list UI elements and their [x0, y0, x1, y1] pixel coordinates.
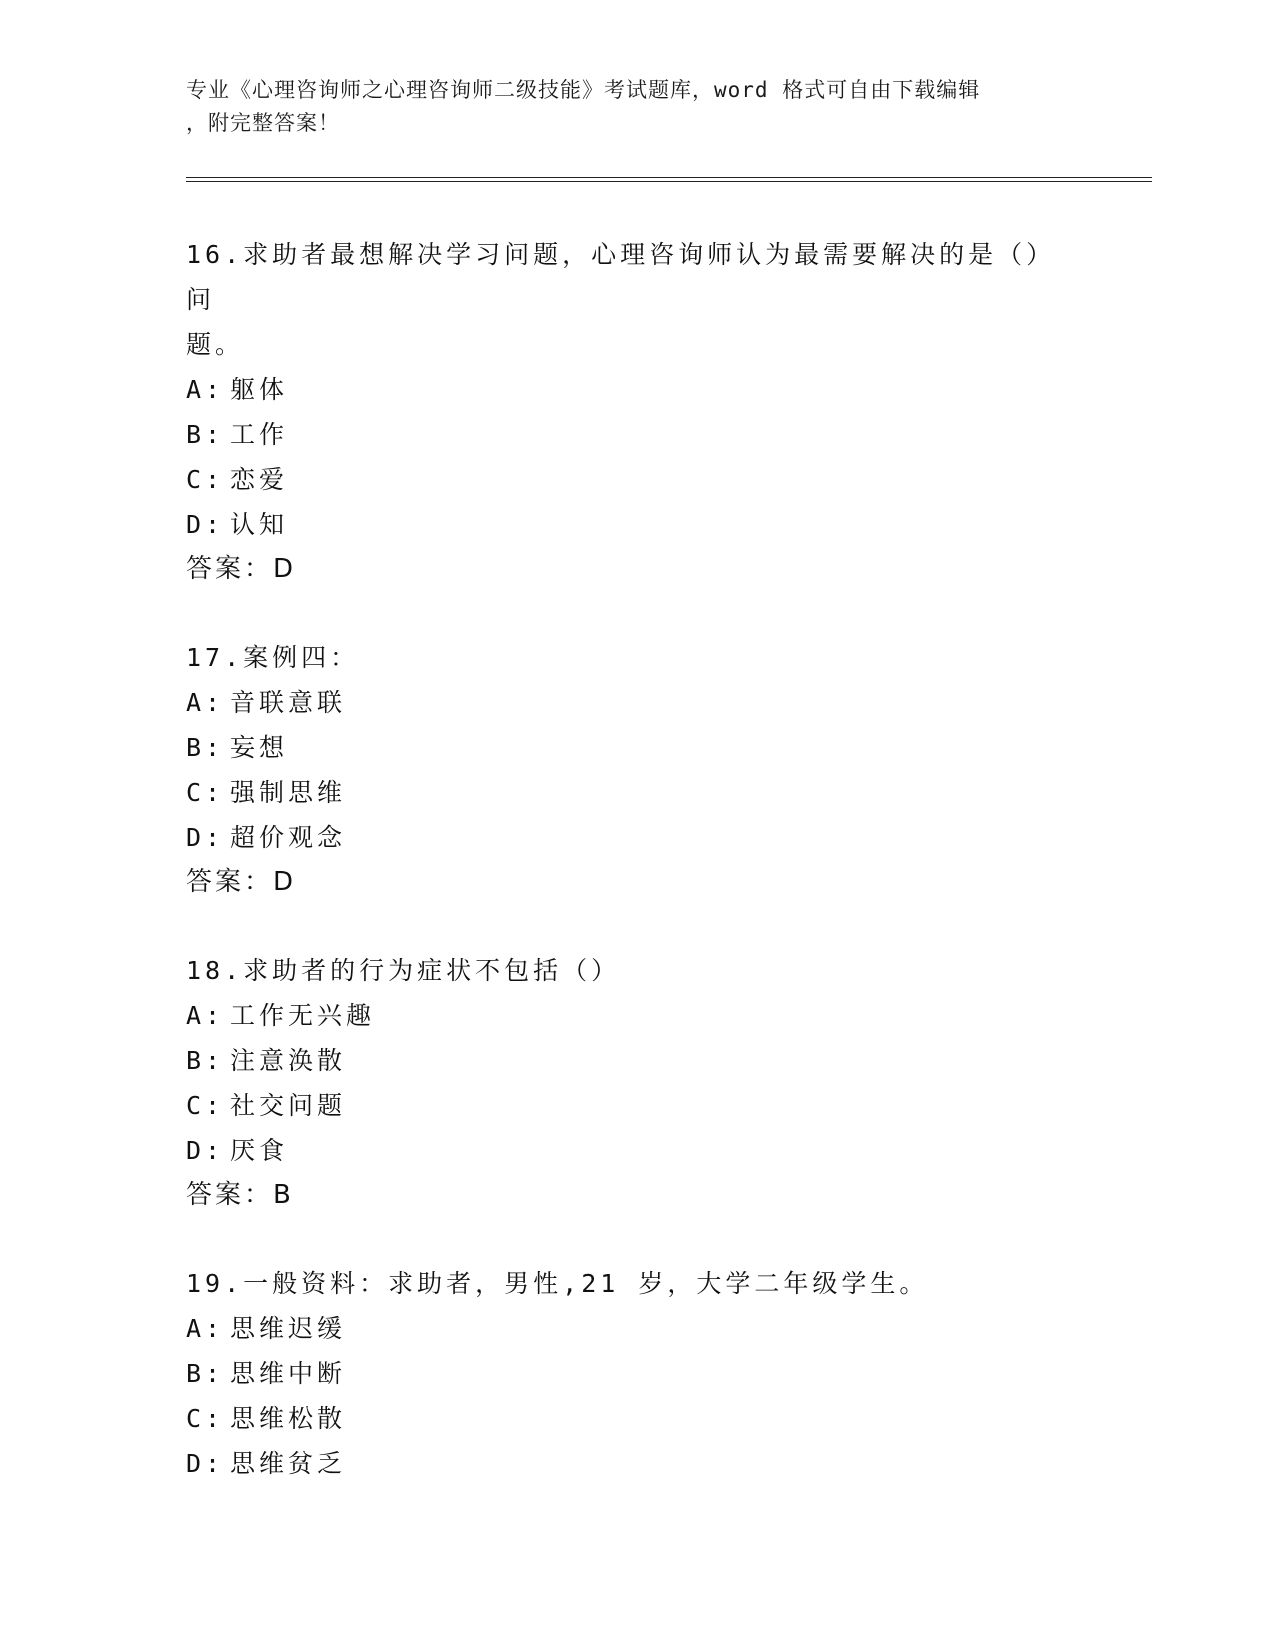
option-d: [186, 1441, 1086, 1486]
option-letter: C:: [186, 1091, 225, 1120]
option-text: 思维迟缓: [230, 1314, 347, 1343]
option-b: [186, 1351, 1086, 1396]
option-text: 恋爱: [230, 465, 289, 494]
option-a: [186, 367, 1086, 412]
option-text: 社交问题: [230, 1091, 347, 1120]
document-header: [186, 74, 1066, 140]
header-divider: [186, 177, 1152, 182]
option-text: 强制思维: [230, 778, 347, 807]
option-letter: D:: [186, 823, 225, 852]
question-stem-line-1: 16.求助者最想解决学习问题，心理咨询师认为最需要解决的是（）问: [186, 240, 1056, 314]
option-letter: B:: [186, 733, 225, 762]
option-letter: D:: [186, 1136, 225, 1165]
question-17: [186, 635, 1086, 905]
option-text: 妄想: [230, 733, 289, 762]
option-a: [186, 993, 1086, 1038]
answer-label: 答案：D: [186, 867, 297, 897]
option-a: [186, 1306, 1086, 1351]
question-18: [186, 948, 1086, 1218]
option-letter: A:: [186, 1001, 225, 1030]
option-text: 音联意联: [230, 688, 347, 717]
option-letter: D:: [186, 1449, 225, 1478]
option-letter: D:: [186, 510, 225, 539]
header-line-2: ，附完整答案！: [186, 111, 340, 135]
question-stem: [186, 232, 1066, 367]
answer-label: 答案：B: [186, 1180, 294, 1210]
option-b: [186, 725, 1086, 770]
question-stem-line-2: 题。: [186, 330, 245, 359]
question-stem: 17.案例四：: [186, 643, 360, 672]
option-b: [186, 412, 1086, 457]
option-text: 注意涣散: [230, 1046, 347, 1075]
question-stem: 18.求助者的行为症状不包括（）: [186, 956, 621, 985]
question-list: [186, 232, 1086, 1529]
option-letter: C:: [186, 1404, 225, 1433]
option-text: 思维松散: [230, 1404, 347, 1433]
option-c: [186, 1083, 1086, 1128]
question-16: [186, 232, 1086, 592]
option-letter: B:: [186, 1359, 225, 1388]
option-c: [186, 1396, 1086, 1441]
option-letter: A:: [186, 688, 225, 717]
option-text: 工作无兴趣: [230, 1001, 376, 1030]
option-letter: B:: [186, 420, 225, 449]
option-letter: B:: [186, 1046, 225, 1075]
option-c: [186, 770, 1086, 815]
option-text: 厌食: [230, 1136, 289, 1165]
option-text: 躯体: [230, 375, 289, 404]
question-19: [186, 1261, 1086, 1486]
question-stem: 19.一般资料：求助者，男性,21 岁，大学二年级学生。: [186, 1269, 929, 1298]
option-d: [186, 502, 1086, 547]
header-line-1: 专业《心理咨询师之心理咨询师二级技能》考试题库，word 格式可自由下载编辑: [186, 78, 981, 102]
option-text: 超价观念: [230, 823, 347, 852]
option-a: [186, 680, 1086, 725]
option-b: [186, 1038, 1086, 1083]
option-letter: A:: [186, 1314, 225, 1343]
option-d: [186, 1128, 1086, 1173]
option-d: [186, 815, 1086, 860]
answer-label: 答案：D: [186, 554, 297, 584]
option-letter: A:: [186, 375, 225, 404]
option-text: 思维中断: [230, 1359, 347, 1388]
option-letter: C:: [186, 465, 225, 494]
option-text: 认知: [230, 510, 289, 539]
option-text: 思维贫乏: [230, 1449, 347, 1478]
option-text: 工作: [230, 420, 289, 449]
option-letter: C:: [186, 778, 225, 807]
option-c: [186, 457, 1086, 502]
